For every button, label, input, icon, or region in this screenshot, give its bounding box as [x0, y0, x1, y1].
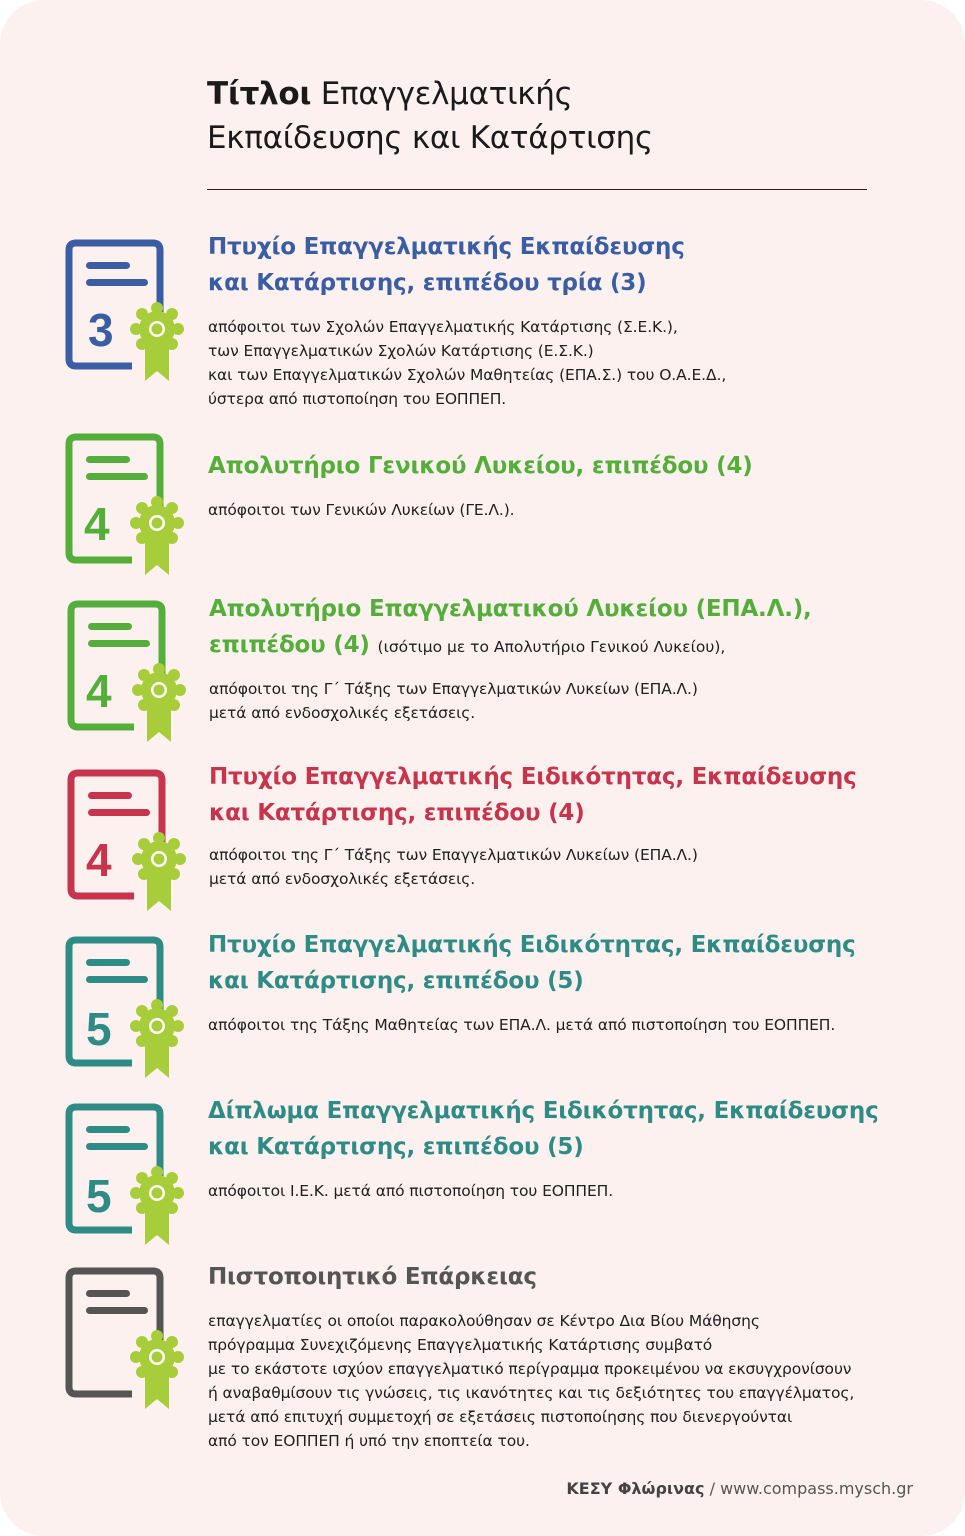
entry-description: απόφοιτοι των Σχολών Επαγγελματικής Κατάρτισης (Σ.Ε.Κ.), των Επαγγελματικών Σχολών Κατάρτισης (Ε.Σ.Κ.) και των Επαγγελματικών Σχολών Μαθητείας (ΕΠΑ.Σ.) του Ο.Α.Ε.Δ., ύστερα από πιστοποίηση του ΕΟΠΠΕΠ. [208, 318, 727, 408]
page-title [207, 72, 867, 160]
entry-title-note: (ισότιμο με το Απολυτήριο Γενικού Λυκείου), [377, 638, 726, 656]
certificate-icon [64, 766, 194, 916]
entry-ptyxio-level-3 [208, 229, 908, 411]
entry-description: απόφοιτοι Ι.Ε.Κ. μετά από πιστοποίηση του ΕΟΠΠΕΠ. [208, 1182, 614, 1200]
certificate-icon [62, 430, 192, 580]
entry-description: απόφοιτοι της Γ΄ Τάξης των Επαγγελματικών Λυκείων (ΕΠΑ.Λ.) μετά από ενδοσχολικές εξετάσεις. [209, 846, 698, 888]
entry-title-line1: Απολυτήριο Επαγγελματικού Λυκείου (ΕΠΑ.Λ.), [209, 596, 812, 622]
title-line2: Εκπαίδευσης και Κατάρτισης [207, 120, 653, 156]
footer-org: ΚΕΣΥ Φλώρινας [566, 1479, 705, 1498]
entry-title: Πιστοποιητικό Επάρκειας [208, 1264, 537, 1290]
footer-separator: / [704, 1479, 721, 1498]
certificate-number: 4 [84, 498, 110, 550]
entry-apolytirio-gel [208, 448, 908, 522]
entry-title-line2: επιπέδου (4) [209, 632, 370, 658]
certificate-icon [62, 1100, 192, 1250]
entry-ptyxio-eidikotitas-5 [208, 927, 908, 1037]
certificate-icon [62, 236, 192, 386]
entry-title: Απολυτήριο Γενικού Λυκείου, επιπέδου (4) [208, 453, 753, 479]
entry-title: Πτυχίο Επαγγελματικής Εκπαίδευσης και Κατάρτισης, επιπέδου τρία (3) [208, 234, 685, 296]
entry-apolytirio-epal [209, 591, 909, 725]
entry-description: απόφοιτοι των Γενικών Λυκείων (ΓΕ.Λ.). [208, 501, 515, 519]
certificate-icon [64, 597, 194, 747]
certificate-number: 4 [86, 665, 112, 717]
entry-pistopoiitiko-eparkeias [208, 1259, 908, 1453]
title-line1-rest: Επαγγελματικής [320, 76, 573, 112]
entry-description: απόφοιτοι της Τάξης Μαθητείας των ΕΠΑ.Λ. μετά από πιστοποίηση του ΕΟΠΠΕΠ. [208, 1016, 836, 1034]
title-divider [207, 189, 867, 190]
entry-description: απόφοιτοι της Γ΄ Τάξης των Επαγγελματικών Λυκείων (ΕΠΑ.Λ.) μετά από ενδοσχολικές εξετάσεις. [209, 680, 698, 722]
entry-ptyxio-eidikotitas-4 [209, 759, 909, 891]
footer [566, 1479, 913, 1498]
title-bold: Τίτλοι [207, 76, 312, 112]
entry-description: επαγγελματίες οι οποίοι παρακολούθησαν σε Κέντρο Δια Βίου Μάθησης πρόγραμμα Συνεχιζόμενης Επαγγελματικής Κατάρτισης συμβατό με το εκάστοτε ισχύον επαγγελματικό περίγραμμα προκειμένου να εκσυγχρονίσουν ή αναβαθμίσουν τις γνώσεις, τις ικανότητες και τις δεξιότητες του επαγγέλματος, μετά από επιτυχή συμμετοχή σε εξετάσεις πιστοποίησης που διενεργούνται από τον ΕΟΠΠΕΠ ή υπό την εποπτεία του. [208, 1312, 855, 1450]
footer-url[interactable]: www.compass.mysch.gr [720, 1479, 913, 1498]
entry-title: Πτυχίο Επαγγελματικής Ειδικότητας, Εκπαίδευσης και Κατάρτισης, επιπέδου (5) [208, 932, 856, 994]
entry-title [209, 591, 909, 665]
entry-title: Δίπλωμα Επαγγελματικής Ειδικότητας, Εκπαίδευσης και Κατάρτισης, επιπέδου (5) [208, 1098, 879, 1160]
entry-diploma-eidikotitas-5 [208, 1093, 908, 1203]
entry-title: Πτυχίο Επαγγελματικής Ειδικότητας, Εκπαίδευσης και Κατάρτισης, επιπέδου (4) [209, 764, 857, 826]
certificate-number: 4 [86, 834, 112, 886]
certificate-icon [62, 1264, 192, 1414]
certificate-number: 5 [86, 1170, 112, 1222]
certificate-icon [62, 933, 192, 1083]
certificate-number: 5 [86, 1003, 112, 1055]
certificate-number: 3 [88, 304, 114, 356]
